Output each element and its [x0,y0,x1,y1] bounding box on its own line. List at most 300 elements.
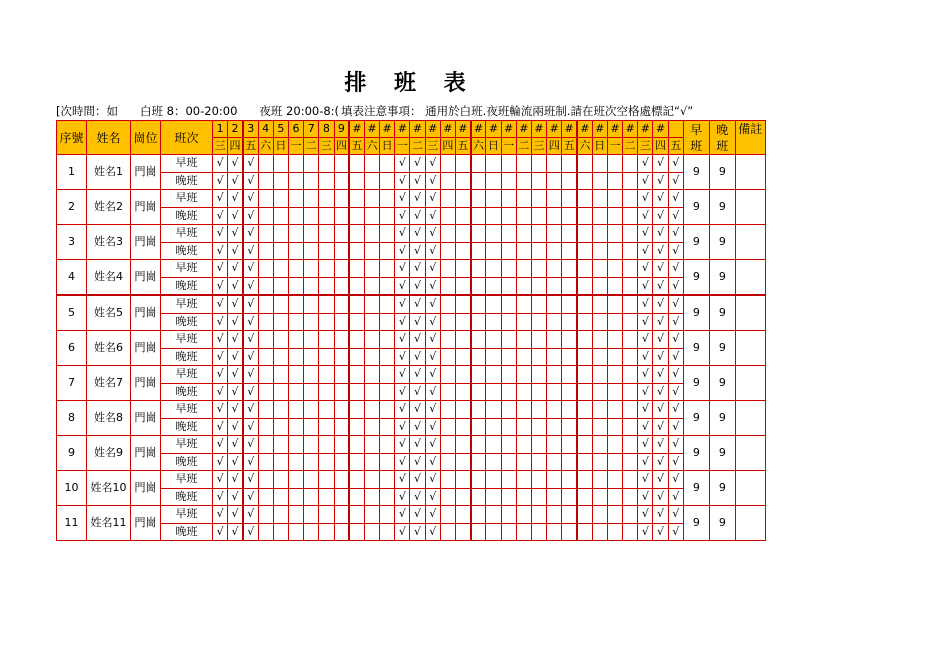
shift-cell[interactable] [456,436,471,454]
shift-cell[interactable] [592,277,607,295]
shift-cell[interactable]: √ [410,401,425,419]
shift-cell[interactable]: √ [213,190,228,208]
shift-cell[interactable] [304,225,319,243]
shift-cell[interactable] [380,155,395,173]
shift-cell[interactable] [349,260,364,278]
shift-cell[interactable]: √ [668,523,683,541]
shift-cell[interactable] [273,418,288,436]
shift-cell[interactable] [304,523,319,541]
shift-cell[interactable] [349,190,364,208]
shift-cell[interactable] [623,260,638,278]
shift-cell[interactable] [304,453,319,471]
shift-cell[interactable] [486,506,501,524]
shift-cell[interactable]: √ [395,523,410,541]
shift-cell[interactable] [334,155,349,173]
shift-cell[interactable] [562,225,577,243]
shift-cell[interactable] [440,242,455,260]
shift-cell[interactable] [592,242,607,260]
shift-cell[interactable] [577,225,592,243]
shift-cell[interactable]: √ [395,418,410,436]
shift-cell[interactable] [364,172,379,190]
shift-cell[interactable] [288,436,303,454]
shift-cell[interactable] [304,260,319,278]
shift-cell[interactable] [471,383,486,401]
shift-cell[interactable] [349,155,364,173]
shift-cell[interactable] [456,277,471,295]
shift-cell[interactable] [501,242,516,260]
shift-cell[interactable] [304,242,319,260]
shift-cell[interactable]: √ [638,295,653,313]
shift-cell[interactable]: √ [410,260,425,278]
shift-cell[interactable]: √ [425,172,440,190]
shift-cell[interactable] [592,401,607,419]
shift-cell[interactable]: √ [638,488,653,506]
shift-cell[interactable] [456,225,471,243]
shift-cell[interactable] [364,331,379,349]
shift-cell[interactable] [471,260,486,278]
shift-cell[interactable] [334,190,349,208]
shift-cell[interactable] [349,366,364,384]
shift-cell[interactable] [486,242,501,260]
shift-cell[interactable] [456,207,471,225]
shift-cell[interactable] [364,506,379,524]
shift-cell[interactable]: √ [425,277,440,295]
shift-cell[interactable] [440,190,455,208]
shift-cell[interactable] [334,453,349,471]
shift-cell[interactable]: √ [425,155,440,173]
shift-cell[interactable] [288,348,303,366]
shift-cell[interactable] [607,383,622,401]
shift-cell[interactable]: √ [638,331,653,349]
shift-cell[interactable] [516,436,531,454]
shift-cell[interactable] [623,383,638,401]
shift-cell[interactable] [486,190,501,208]
shift-cell[interactable] [623,366,638,384]
shift-cell[interactable] [319,453,334,471]
shift-cell[interactable]: √ [668,383,683,401]
shift-cell[interactable] [607,331,622,349]
shift-cell[interactable]: √ [410,207,425,225]
shift-cell[interactable] [304,488,319,506]
shift-cell[interactable] [531,277,546,295]
shift-cell[interactable] [562,418,577,436]
shift-cell[interactable]: √ [653,172,668,190]
shift-cell[interactable] [273,172,288,190]
shift-cell[interactable] [456,366,471,384]
shift-cell[interactable] [501,331,516,349]
shift-cell[interactable] [547,506,562,524]
shift-cell[interactable] [273,366,288,384]
shift-cell[interactable] [288,488,303,506]
shift-cell[interactable] [380,242,395,260]
shift-cell[interactable] [288,207,303,225]
remark-cell[interactable] [735,190,765,225]
shift-cell[interactable] [501,260,516,278]
shift-cell[interactable] [471,313,486,331]
shift-cell[interactable] [258,277,273,295]
shift-cell[interactable] [364,383,379,401]
shift-cell[interactable] [380,523,395,541]
shift-cell[interactable] [486,295,501,313]
shift-cell[interactable] [471,453,486,471]
shift-cell[interactable] [501,453,516,471]
shift-cell[interactable]: √ [395,348,410,366]
shift-cell[interactable]: √ [638,172,653,190]
shift-cell[interactable]: √ [243,277,258,295]
shift-cell[interactable] [547,295,562,313]
shift-cell[interactable] [334,471,349,489]
shift-cell[interactable] [623,418,638,436]
shift-cell[interactable] [440,313,455,331]
shift-cell[interactable] [364,277,379,295]
shift-cell[interactable] [501,348,516,366]
shift-cell[interactable] [304,295,319,313]
shift-cell[interactable] [288,313,303,331]
shift-cell[interactable] [273,523,288,541]
shift-cell[interactable] [577,207,592,225]
shift-cell[interactable] [380,331,395,349]
shift-cell[interactable] [288,401,303,419]
shift-cell[interactable] [531,295,546,313]
shift-cell[interactable] [577,488,592,506]
shift-cell[interactable]: √ [653,366,668,384]
shift-cell[interactable] [258,418,273,436]
shift-cell[interactable] [471,207,486,225]
shift-cell[interactable]: √ [425,488,440,506]
shift-cell[interactable] [440,225,455,243]
shift-cell[interactable] [319,260,334,278]
shift-cell[interactable] [623,190,638,208]
shift-cell[interactable] [516,242,531,260]
shift-cell[interactable] [364,242,379,260]
shift-cell[interactable]: √ [653,488,668,506]
shift-cell[interactable] [501,506,516,524]
shift-cell[interactable] [471,348,486,366]
shift-cell[interactable] [562,242,577,260]
shift-cell[interactable] [607,242,622,260]
shift-cell[interactable]: √ [653,295,668,313]
shift-cell[interactable] [531,313,546,331]
shift-cell[interactable] [364,471,379,489]
shift-cell[interactable] [623,348,638,366]
shift-cell[interactable] [319,172,334,190]
shift-cell[interactable]: √ [668,366,683,384]
remark-cell[interactable] [735,366,765,401]
shift-cell[interactable]: √ [243,313,258,331]
shift-cell[interactable]: √ [243,523,258,541]
shift-cell[interactable]: √ [213,506,228,524]
shift-cell[interactable] [501,155,516,173]
shift-cell[interactable]: √ [410,418,425,436]
shift-cell[interactable] [319,207,334,225]
shift-cell[interactable] [516,383,531,401]
shift-cell[interactable] [288,453,303,471]
shift-cell[interactable] [319,277,334,295]
shift-cell[interactable]: √ [638,207,653,225]
shift-cell[interactable] [334,418,349,436]
shift-cell[interactable] [380,277,395,295]
shift-cell[interactable] [486,401,501,419]
shift-cell[interactable] [547,313,562,331]
shift-cell[interactable]: √ [228,313,243,331]
shift-cell[interactable]: √ [425,453,440,471]
shift-cell[interactable] [471,366,486,384]
shift-cell[interactable] [456,260,471,278]
shift-cell[interactable] [380,190,395,208]
shift-cell[interactable] [562,277,577,295]
shift-cell[interactable] [349,295,364,313]
shift-cell[interactable]: √ [638,453,653,471]
shift-cell[interactable] [304,277,319,295]
shift-cell[interactable] [456,331,471,349]
shift-cell[interactable]: √ [668,401,683,419]
shift-cell[interactable] [562,260,577,278]
shift-cell[interactable] [516,155,531,173]
shift-cell[interactable] [607,190,622,208]
shift-cell[interactable]: √ [410,348,425,366]
shift-cell[interactable]: √ [213,471,228,489]
shift-cell[interactable] [258,242,273,260]
shift-cell[interactable] [516,506,531,524]
shift-cell[interactable] [531,207,546,225]
shift-cell[interactable] [273,313,288,331]
shift-cell[interactable] [562,207,577,225]
shift-cell[interactable] [547,190,562,208]
shift-cell[interactable]: √ [425,207,440,225]
shift-cell[interactable] [562,331,577,349]
shift-cell[interactable] [501,313,516,331]
shift-cell[interactable] [273,506,288,524]
shift-cell[interactable] [304,471,319,489]
shift-cell[interactable] [334,172,349,190]
shift-cell[interactable]: √ [228,436,243,454]
shift-cell[interactable]: √ [243,401,258,419]
shift-cell[interactable]: √ [638,155,653,173]
shift-cell[interactable] [334,488,349,506]
shift-cell[interactable] [319,523,334,541]
shift-cell[interactable]: √ [228,348,243,366]
shift-cell[interactable] [562,155,577,173]
shift-cell[interactable] [304,172,319,190]
shift-cell[interactable] [623,453,638,471]
shift-cell[interactable] [440,348,455,366]
shift-cell[interactable] [562,436,577,454]
shift-cell[interactable]: √ [228,401,243,419]
shift-cell[interactable] [471,225,486,243]
shift-cell[interactable] [471,172,486,190]
shift-cell[interactable] [456,401,471,419]
shift-cell[interactable] [486,348,501,366]
remark-cell[interactable] [735,225,765,260]
shift-cell[interactable] [273,207,288,225]
shift-cell[interactable] [288,506,303,524]
shift-cell[interactable]: √ [668,207,683,225]
shift-cell[interactable] [531,488,546,506]
shift-cell[interactable] [456,453,471,471]
shift-cell[interactable]: √ [395,488,410,506]
shift-cell[interactable] [547,172,562,190]
remark-cell[interactable] [735,471,765,506]
shift-cell[interactable] [623,401,638,419]
shift-cell[interactable]: √ [638,277,653,295]
shift-cell[interactable] [258,260,273,278]
shift-cell[interactable]: √ [243,295,258,313]
shift-cell[interactable]: √ [395,366,410,384]
shift-cell[interactable] [547,348,562,366]
shift-cell[interactable]: √ [228,471,243,489]
shift-cell[interactable]: √ [395,313,410,331]
shift-cell[interactable] [486,313,501,331]
shift-cell[interactable] [531,242,546,260]
shift-cell[interactable] [258,155,273,173]
shift-cell[interactable]: √ [213,436,228,454]
shift-cell[interactable]: √ [638,190,653,208]
shift-cell[interactable] [471,418,486,436]
shift-cell[interactable]: √ [668,418,683,436]
shift-cell[interactable] [440,366,455,384]
shift-cell[interactable]: √ [425,260,440,278]
shift-cell[interactable]: √ [425,523,440,541]
shift-cell[interactable]: √ [228,207,243,225]
shift-cell[interactable] [562,453,577,471]
shift-cell[interactable] [577,313,592,331]
shift-cell[interactable] [380,295,395,313]
shift-cell[interactable]: √ [228,331,243,349]
shift-cell[interactable] [577,506,592,524]
shift-cell[interactable]: √ [395,172,410,190]
shift-cell[interactable]: √ [410,383,425,401]
shift-cell[interactable]: √ [395,506,410,524]
shift-cell[interactable] [577,348,592,366]
shift-cell[interactable] [440,453,455,471]
shift-cell[interactable] [349,401,364,419]
shift-cell[interactable]: √ [213,348,228,366]
shift-cell[interactable]: √ [410,471,425,489]
shift-cell[interactable]: √ [228,366,243,384]
shift-cell[interactable]: √ [243,242,258,260]
shift-cell[interactable] [547,225,562,243]
shift-cell[interactable] [607,155,622,173]
shift-cell[interactable] [334,523,349,541]
shift-cell[interactable] [547,523,562,541]
shift-cell[interactable]: √ [638,313,653,331]
shift-cell[interactable]: √ [653,155,668,173]
shift-cell[interactable] [547,277,562,295]
shift-cell[interactable] [440,383,455,401]
shift-cell[interactable] [577,383,592,401]
shift-cell[interactable] [334,331,349,349]
shift-cell[interactable] [486,436,501,454]
shift-cell[interactable]: √ [228,488,243,506]
shift-cell[interactable] [486,383,501,401]
shift-cell[interactable] [334,383,349,401]
shift-cell[interactable]: √ [668,471,683,489]
shift-cell[interactable]: √ [243,366,258,384]
shift-cell[interactable] [273,277,288,295]
shift-cell[interactable] [364,401,379,419]
shift-cell[interactable]: √ [213,207,228,225]
shift-cell[interactable] [501,523,516,541]
shift-cell[interactable] [440,523,455,541]
shift-cell[interactable] [547,401,562,419]
shift-cell[interactable] [577,366,592,384]
shift-cell[interactable] [440,506,455,524]
shift-cell[interactable]: √ [638,418,653,436]
shift-cell[interactable] [319,295,334,313]
shift-cell[interactable] [531,260,546,278]
shift-cell[interactable]: √ [668,155,683,173]
shift-cell[interactable] [471,331,486,349]
shift-cell[interactable] [547,260,562,278]
shift-cell[interactable] [531,172,546,190]
shift-cell[interactable] [380,401,395,419]
shift-cell[interactable]: √ [228,190,243,208]
shift-cell[interactable] [577,172,592,190]
shift-cell[interactable] [562,383,577,401]
shift-cell[interactable] [516,295,531,313]
shift-cell[interactable]: √ [228,506,243,524]
shift-cell[interactable] [607,471,622,489]
shift-cell[interactable] [607,260,622,278]
shift-cell[interactable]: √ [425,331,440,349]
shift-cell[interactable] [273,242,288,260]
shift-cell[interactable] [334,242,349,260]
shift-cell[interactable] [364,418,379,436]
shift-cell[interactable] [304,383,319,401]
shift-cell[interactable]: √ [410,225,425,243]
shift-cell[interactable] [456,348,471,366]
shift-cell[interactable] [471,401,486,419]
shift-cell[interactable] [562,506,577,524]
shift-cell[interactable] [531,225,546,243]
shift-cell[interactable] [607,225,622,243]
shift-cell[interactable] [380,313,395,331]
shift-cell[interactable]: √ [228,172,243,190]
shift-cell[interactable]: √ [668,225,683,243]
shift-cell[interactable]: √ [638,401,653,419]
shift-cell[interactable] [531,418,546,436]
shift-cell[interactable] [456,471,471,489]
shift-cell[interactable] [471,523,486,541]
shift-cell[interactable] [319,488,334,506]
shift-cell[interactable] [577,401,592,419]
shift-cell[interactable] [288,155,303,173]
shift-cell[interactable] [623,331,638,349]
shift-cell[interactable] [607,523,622,541]
shift-cell[interactable] [456,523,471,541]
shift-cell[interactable]: √ [410,172,425,190]
shift-cell[interactable] [258,383,273,401]
shift-cell[interactable] [380,453,395,471]
shift-cell[interactable] [319,418,334,436]
shift-cell[interactable] [592,348,607,366]
shift-cell[interactable] [592,383,607,401]
shift-cell[interactable] [440,155,455,173]
shift-cell[interactable] [623,523,638,541]
shift-cell[interactable] [304,190,319,208]
shift-cell[interactable]: √ [213,453,228,471]
shift-cell[interactable]: √ [425,295,440,313]
shift-cell[interactable] [334,506,349,524]
shift-cell[interactable] [471,242,486,260]
shift-cell[interactable]: √ [395,242,410,260]
shift-cell[interactable] [440,436,455,454]
shift-cell[interactable] [607,453,622,471]
shift-cell[interactable]: √ [243,225,258,243]
shift-cell[interactable] [380,471,395,489]
shift-cell[interactable] [623,242,638,260]
shift-cell[interactable]: √ [425,471,440,489]
